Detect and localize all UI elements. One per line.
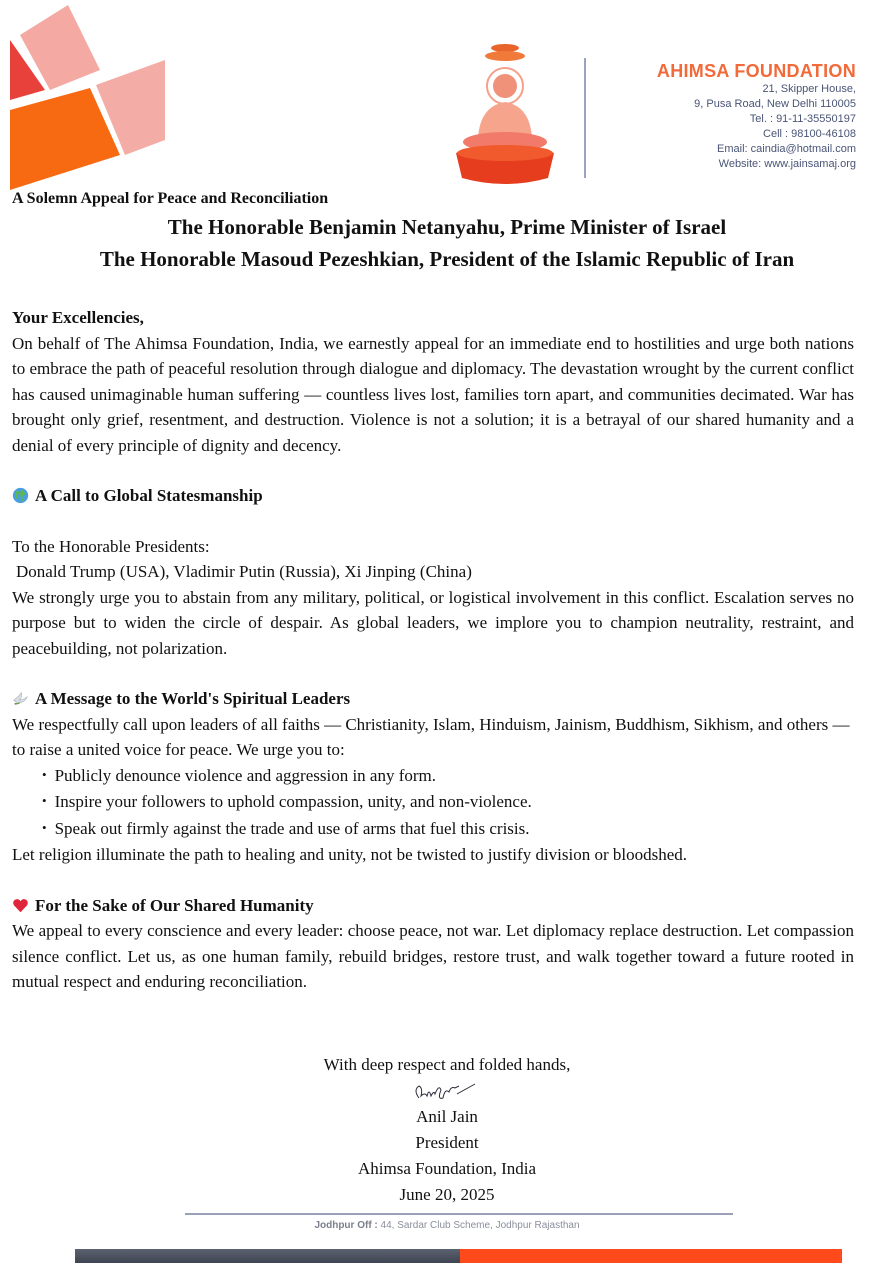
section-heading-global [12,483,854,509]
list-item: • Inspire your followers to uphold compassion, unity, and non-violence. [42,789,854,816]
organization-name: AHIMSA FOUNDATION [656,61,856,81]
globe-icon [12,487,29,504]
section-heading-humanity [12,893,854,919]
footer-address [0,1220,894,1231]
addressee-iran: The Honorable Masoud Pezeshkian, President of the Islamic Republic of Iran [99,247,795,271]
signatory-name: Anil Jain [416,1107,478,1126]
footer-bar-orange [460,1249,842,1263]
address-line: 9, Pusa Road, New Delhi 110005 [694,98,856,110]
recipients-names: Donald Trump (USA), Vladimir Putin (Russia), Xi Jinping (China) [16,562,472,581]
footer-bar-grey [75,1249,460,1263]
footer-office-label: Jodhpur Off : [314,1220,378,1231]
footer-divider [185,1213,733,1215]
appeal-points-list [12,763,854,843]
jain-tirthankara-emblem [448,38,563,188]
letter-closing [0,1052,894,1208]
heart-icon [12,897,29,914]
signature-image [0,1078,894,1104]
letter-date: June 20, 2025 [399,1185,495,1204]
handwritten-signature [407,1078,487,1104]
signatory-title: President [415,1133,479,1152]
signatory-organization: Ahimsa Foundation, India [357,1159,536,1178]
section-heading-text: A Call to Global Statesmanship [35,486,263,505]
section-heading-spiritual [12,686,854,712]
list-item: • Publicly denounce violence and aggression in any form. [42,763,854,790]
address-line: 21, Skipper House, [762,83,856,95]
addressee-israel: The Honorable Benjamin Netanyahu, Prime Minister of Israel [167,215,727,239]
dove-icon [12,690,29,707]
spiritual-paragraph: We respectfully call upon leaders of all faiths — Christianity, Islam, Hinduism, Jainism, Buddhism, Sikhism, and others — to raise a united voice for peace. We urge you to: [12,714,850,759]
letterhead-contact-block [586,60,856,172]
footer-office-address: 44, Sardar Club Scheme, Jodhpur Rajasthan [380,1220,580,1231]
foundation-logo-shapes [0,0,200,200]
valediction: With deep respect and folded hands, [323,1055,571,1074]
website-line: Website: www.jainsamaj.org [718,158,856,170]
salutation: Your Excellencies, [12,308,144,327]
spiritual-closing: Let religion illuminate the path to healing and unity, not be twisted to justify division or bloodshed. [12,845,688,864]
humanity-paragraph: We appeal to every conscience and every leader: choose peace, not war. Let diplomacy replace destruction. Let compassion silence conflict. Let us, as one human family, rebuild bridges, restore trust, and walk together toward a future rooted in mutual respect and enduring reconciliation. [12,921,854,991]
logo-orange-tile [10,88,120,190]
email-line: Email: caindia@hotmail.com [717,143,856,155]
intro-paragraph: On behalf of The Ahimsa Foundation, India, we earnestly appeal for an immediate end to hostilities and urge both nations to embrace the path of peaceful resolution through dialogue and diplomacy. The devastation wrought by the current conflict has caused unimaginable human suffering — countless lives lost, families torn apart, and communities decimated. War has brought only grief, resentment, and destruction. Violence is not a solution; it is a betrayal of our shared humanity and a denial of every principle of dignity and decency. [12,333,854,455]
section-heading-text: A Message to the World's Spiritual Leaders [35,689,351,708]
section-heading-text: For the Sake of Our Shared Humanity [35,895,314,915]
cell-line: Cell : 98100-46108 [763,128,856,140]
telephone-line: Tel. : 91-11-35550197 [749,113,856,125]
letter-body [12,305,854,995]
global-paragraph: We strongly urge you to abstain from any military, political, or logistical involvement in this conflict. Escalation serves no purpose but to widen the circle of despair. As global leaders, we implore you to champion neutrality, restraint, and peacebuilding, not polarization. [12,587,854,658]
letter-kicker-title: A Solemn Appeal for Peace and Reconciliation [12,190,329,207]
list-item: • Speak out firmly against the trade and use of arms that fuel this crisis. [42,816,854,843]
recipients-intro: To the Honorable Presidents: [12,536,210,556]
